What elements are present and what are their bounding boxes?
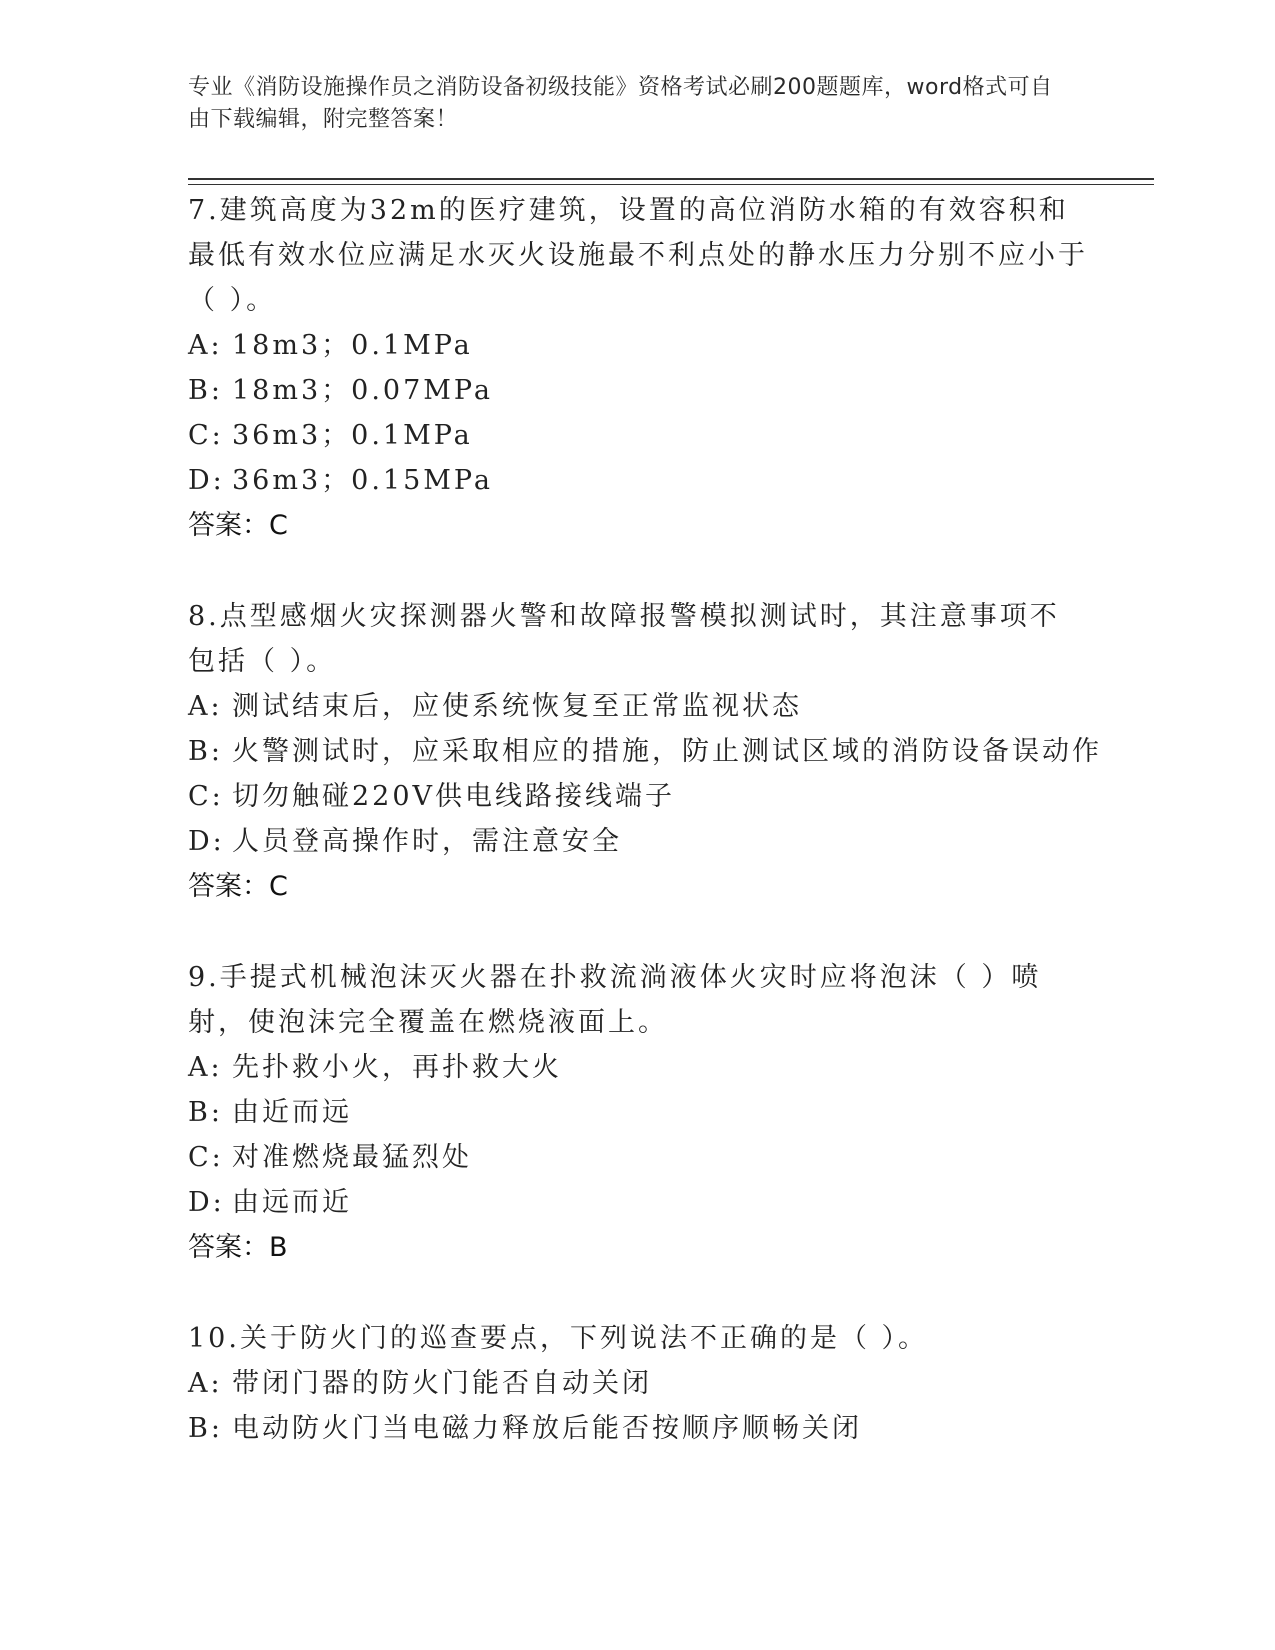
option-letter: B: bbox=[188, 1097, 223, 1128]
option-a bbox=[188, 1361, 1088, 1406]
option-text: 先扑救小火，再扑救大火 bbox=[232, 1052, 562, 1083]
option-letter: C: bbox=[188, 1142, 224, 1173]
question-text: 7.建筑高度为32m的医疗建筑，设置的高位消防水箱的有效容积和最低有效水位应满足水灭火设施最不利点处的静水压力分别不应小于（ ）。 bbox=[188, 195, 1088, 316]
option-text: 36m3；0.1MPa bbox=[232, 420, 473, 451]
option-letter: D: bbox=[188, 465, 225, 496]
option-text: 电动防火门当电磁力释放后能否按顺序顺畅关闭 bbox=[232, 1413, 862, 1444]
question-text: 9.手提式机械泡沫灭火器在扑救流淌液体火灾时应将泡沫（ ）喷射，使泡沫完全覆盖在燃烧液面上。 bbox=[188, 962, 1042, 1038]
option-b bbox=[188, 1090, 1088, 1135]
option-letter: B: bbox=[188, 1413, 223, 1444]
option-letter: D: bbox=[188, 826, 225, 857]
option-b bbox=[188, 1406, 1088, 1451]
option-a bbox=[188, 323, 1088, 368]
question-text: 8.点型感烟火灾探测器火警和故障报警模拟测试时，其注意事项不包括（ ）。 bbox=[188, 601, 1060, 677]
option-letter: A: bbox=[188, 691, 223, 722]
option-letter: B: bbox=[188, 736, 223, 767]
option-text: 火警测试时，应采取相应的措施，防止测试区域的消防设备误动作 bbox=[232, 736, 1102, 767]
option-letter: B: bbox=[188, 375, 223, 406]
option-text: 带闭门器的防火门能否自动关闭 bbox=[232, 1368, 652, 1399]
option-text: 切勿触碰220V供电线路接线端子 bbox=[232, 781, 676, 812]
question-8 bbox=[188, 594, 1102, 909]
option-b bbox=[188, 368, 1088, 413]
option-a bbox=[188, 684, 1088, 729]
answer: 答案：C bbox=[188, 871, 288, 902]
header-divider-bottom bbox=[188, 184, 1154, 185]
header-divider-top bbox=[188, 178, 1154, 180]
option-text: 18m3；0.1MPa bbox=[232, 330, 473, 361]
option-letter: A: bbox=[188, 1052, 223, 1083]
answer: 答案：B bbox=[188, 1232, 288, 1263]
option-d bbox=[188, 819, 1088, 864]
option-letter: A: bbox=[188, 1368, 223, 1399]
question-7 bbox=[188, 188, 1088, 548]
option-text: 对准燃烧最猛烈处 bbox=[232, 1142, 472, 1173]
option-c bbox=[188, 413, 1088, 458]
option-d bbox=[188, 458, 1088, 503]
option-letter: C: bbox=[188, 420, 224, 451]
option-text: 测试结束后，应使系统恢复至正常监视状态 bbox=[232, 691, 802, 722]
answer: 答案：C bbox=[188, 510, 288, 541]
option-text: 36m3；0.15MPa bbox=[232, 465, 493, 496]
question-9 bbox=[188, 955, 1088, 1270]
question-list bbox=[188, 188, 1102, 1497]
option-c bbox=[188, 1135, 1088, 1180]
option-text: 由远而近 bbox=[232, 1187, 352, 1218]
option-text: 人员登高操作时，需注意安全 bbox=[232, 826, 622, 857]
option-letter: A: bbox=[188, 330, 223, 361]
option-letter: C: bbox=[188, 781, 224, 812]
option-d bbox=[188, 1180, 1088, 1225]
option-text: 18m3；0.07MPa bbox=[232, 375, 493, 406]
document-header: 专业《消防设施操作员之消防设备初级技能》资格考试必刷200题题库，word格式可自由下载编辑，附完整答案！ bbox=[188, 75, 1053, 132]
option-c bbox=[188, 774, 1088, 819]
option-letter: D: bbox=[188, 1187, 225, 1218]
option-a bbox=[188, 1045, 1088, 1090]
option-text: 由近而远 bbox=[232, 1097, 352, 1128]
option-b bbox=[188, 729, 1102, 774]
question-text: 10.关于防火门的巡查要点，下列说法不正确的是（ ）。 bbox=[188, 1323, 929, 1354]
question-10 bbox=[188, 1316, 1088, 1451]
